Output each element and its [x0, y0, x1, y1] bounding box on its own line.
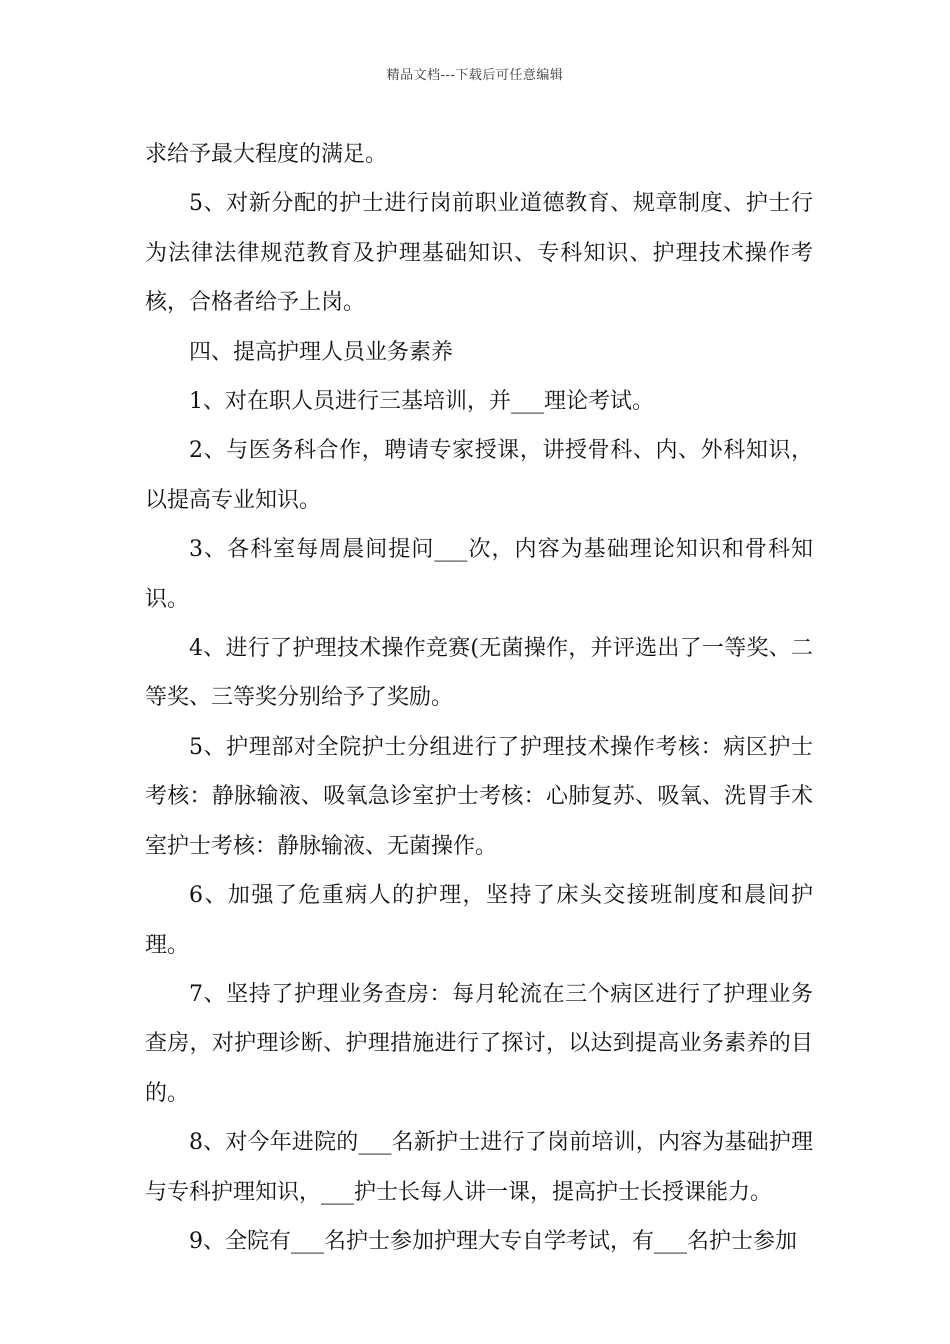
- paragraph-0: 求给予最大程度的满足。: [145, 142, 388, 167]
- paragraph-4: 2、与医务科合作，聘请专家授课，讲授骨科、内、外科知识，以提高专业知识。: [145, 438, 813, 513]
- paragraph-3: 1、对在职人员进行三基培训，并___理论考试。: [189, 389, 654, 415]
- page-header: 精品文档---下载后可任意编辑: [386, 68, 564, 83]
- paragraph-10: 8、对今年进院的___名新护士进行了岗前培训，内容为基础护理与专科护理知识，___护士长每人讲一课，提高护士长授课能力。: [145, 1130, 813, 1205]
- paragraph-7: 5、护理部对全院护士分组进行了护理技术操作考核：病区护士考核：静脉输液、吸氧急诊室护士考核：心肺复苏、吸氧、洗胃手术室护士考核：静脉输液、无菌操作。: [145, 734, 813, 859]
- paragraph-11: 9、全院有___名护士参加护理大专自学考试，有___名护士参加: [189, 1228, 797, 1254]
- paragraph-2: 四、提高护理人员业务素养: [189, 339, 454, 365]
- document-body: [145, 130, 813, 1266]
- paragraph-5: 3、各科室每周晨间提问___次，内容为基础理论知识和骨科知识。: [145, 537, 813, 612]
- paragraph-8: 6、加强了危重病人的护理，坚持了床头交接班制度和晨间护理。: [145, 883, 813, 958]
- paragraph-1: 5、对新分配的护士进行岗前职业道德教育、规章制度、护士行为法律法律规范教育及护理基础知识、专科知识、护理技术操作考核，合格者给予上岗。: [145, 191, 813, 316]
- paragraph-9: 7、坚持了护理业务查房：每月轮流在三个病区进行了护理业务查房，对护理诊断、护理措施进行了探讨，以达到提高业务素养的目的。: [145, 981, 813, 1106]
- paragraph-6: 4、进行了护理技术操作竞赛(无菌操作，并评选出了一等奖、二等奖、三等奖分别给予了奖励。: [145, 636, 813, 711]
